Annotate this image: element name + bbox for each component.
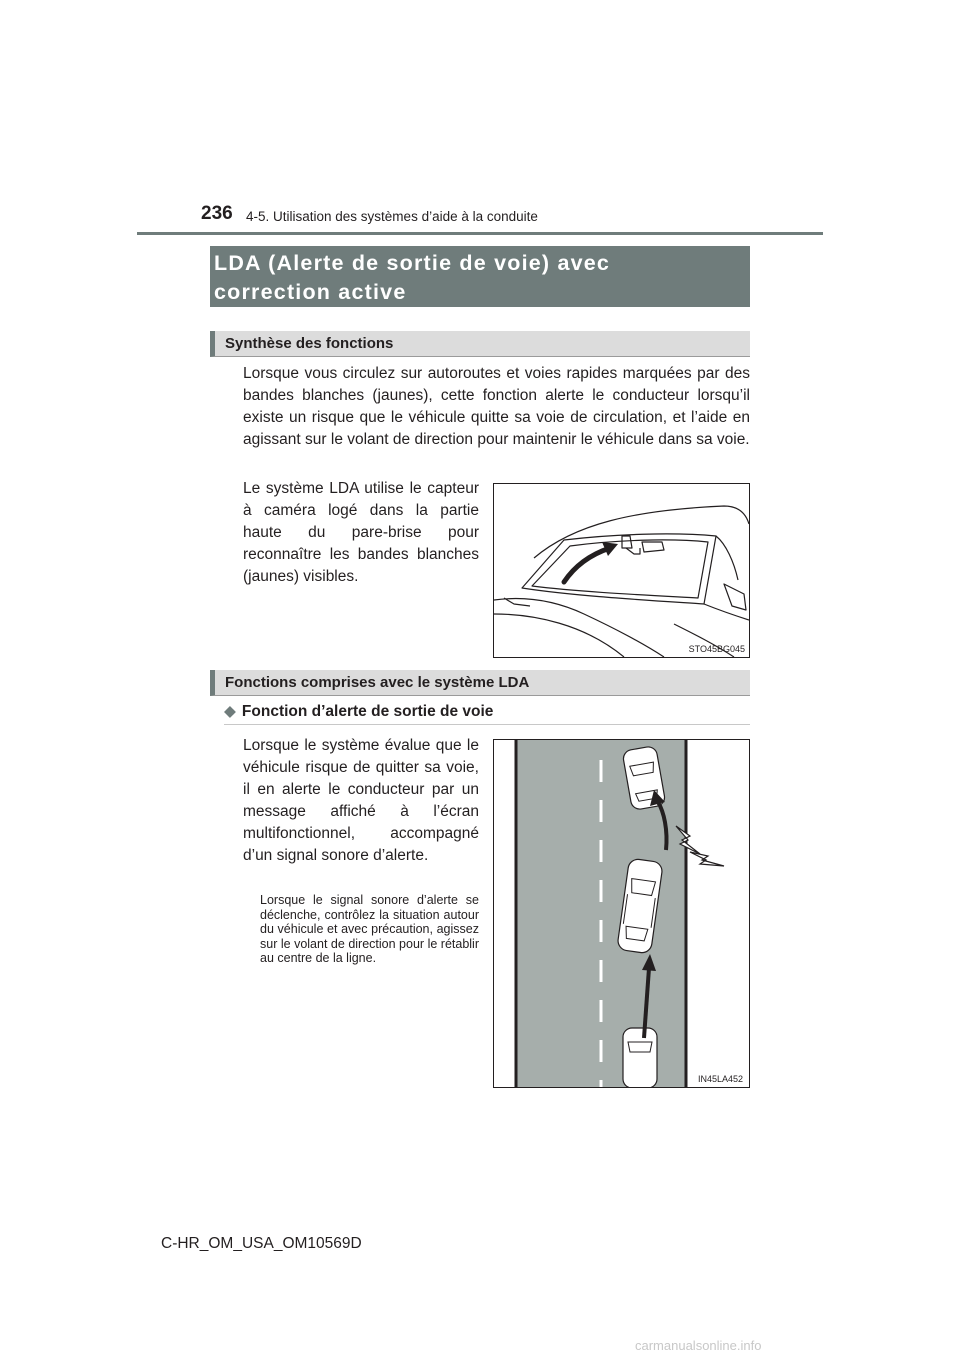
item-heading-text: Fonction d’alerte de sortie de voie (241, 703, 494, 720)
document-code: C-HR_OM_USA_OM10569D (161, 1235, 362, 1252)
alert-note: Lorsque le signal sonore d’alerte se déclenche, contrôlez la situation autour du véhicule et avec précaution, agissez sur le volant de direction pour le rétablir au centre de la ligne. (260, 893, 479, 966)
windshield-camera-figure (493, 483, 750, 658)
watermark: carmanualsonline.info (635, 1338, 762, 1353)
car-bottom (623, 1028, 657, 1087)
item-rule (224, 724, 750, 725)
page-title (210, 246, 750, 307)
page-title-line-1: LDA (Alerte de sortie de voie) avec (214, 251, 611, 275)
camera-paragraph: Le système LDA utilise le capteur à caméra logé dans la partie haute du pare-brise pour reconnaître les bandes blanches (jaunes) visibles. (243, 480, 479, 585)
alert-paragraph: Lorsque le système évalue que le véhicule risque de quitter sa voie, il en alerte le conducteur par un message affiché à l’écran multifonctionnel, accompagné d’un signal sonore d’alerte. (243, 737, 479, 864)
item-heading (224, 702, 493, 721)
synthese-paragraph: Lorsque vous circulez sur autoroutes et voies rapides marquées par des bandes blanches (jaunes), cette fonction alerte le conducteur lorsqu’il existe un risque que le véhicule quitte sa voie de circulation, et l’aide en agissant sur le volant de direction pour maintenir le véhicule dans sa voie. (243, 365, 750, 448)
figure-code: IN45LA452 (697, 1074, 743, 1084)
diamond-bullet-icon: ◆ (224, 703, 236, 720)
section-heading-synthese: Synthèse des fonctions (210, 331, 750, 357)
header-rule (137, 232, 823, 235)
warning-lightning-icon (690, 852, 724, 866)
lane-departure-figure (493, 739, 750, 1088)
pointer-arrow (564, 548, 610, 582)
page-number: 236 (201, 203, 233, 224)
lane-departure-illustration (494, 740, 749, 1087)
windshield-illustration (494, 484, 749, 657)
figure-code: STO45BG045 (688, 644, 745, 654)
section-heading-fonctions: Fonctions comprises avec le système LDA (210, 670, 750, 696)
section-path: 4-5. Utilisation des systèmes d’aide à la conduite (246, 209, 538, 224)
page-title-line-2: correction active (214, 280, 407, 304)
